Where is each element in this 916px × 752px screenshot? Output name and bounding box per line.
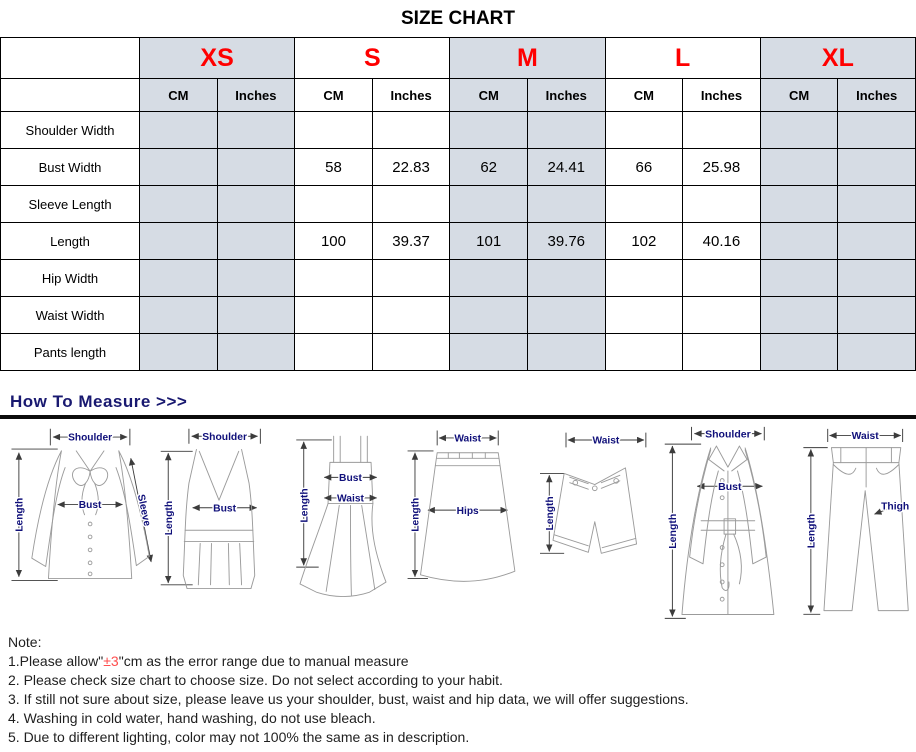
size-cell	[527, 186, 605, 223]
figure-blouse	[4, 425, 154, 610]
size-cell	[605, 186, 683, 223]
size-header-m: M	[450, 38, 605, 79]
unit-header-inches: Inches	[683, 79, 761, 112]
figure-pants	[794, 425, 912, 622]
size-cell	[760, 334, 838, 371]
note-line-1	[8, 652, 916, 671]
figure-skirt	[402, 425, 526, 610]
note-1-error-range: ±3	[103, 653, 119, 669]
size-cell	[527, 334, 605, 371]
size-cell	[605, 297, 683, 334]
table-row	[1, 223, 916, 260]
size-cell: 40.16	[683, 223, 761, 260]
corner-cell	[1, 38, 140, 79]
size-cell	[605, 112, 683, 149]
size-cell: 66	[605, 149, 683, 186]
table-row	[1, 297, 916, 334]
note-line-5: 5. Due to different lighting, color may not 100% the same as in description.	[8, 729, 470, 745]
size-cell	[295, 260, 373, 297]
how-to-measure-heading: How To Measure >>>	[10, 392, 188, 411]
row-label: Shoulder Width	[1, 112, 140, 149]
size-cell: 58	[295, 149, 373, 186]
size-cell	[140, 186, 218, 223]
measure-label-length: Length	[410, 497, 422, 532]
size-cell	[140, 223, 218, 260]
unit-header-inches: Inches	[217, 79, 295, 112]
size-cell	[372, 260, 450, 297]
size-cell	[450, 112, 528, 149]
row-label: Bust Width	[1, 149, 140, 186]
size-cell	[527, 112, 605, 149]
measure-label-length: Length	[666, 513, 679, 549]
button-dots	[720, 479, 724, 602]
unit-header-cm: CM	[295, 79, 373, 112]
size-cell	[683, 297, 761, 334]
unit-header-row	[1, 79, 916, 112]
size-cell	[760, 297, 838, 334]
note-line-3: 3. If still not sure about size, please leave us your shoulder, bust, waist and hip data, we will offer suggestions.	[8, 691, 689, 707]
size-cell	[140, 260, 218, 297]
size-cell	[683, 334, 761, 371]
size-cell	[760, 260, 838, 297]
row-label: Length	[1, 223, 140, 260]
size-cell: 62	[450, 149, 528, 186]
size-cell	[527, 260, 605, 297]
note-1-suffix: "cm as the error range due to manual measure	[118, 653, 409, 669]
size-header-xl: XL	[760, 38, 915, 79]
size-cell	[372, 186, 450, 223]
size-cell	[295, 334, 373, 371]
measure-label-waist: Waist	[592, 435, 620, 447]
measure-label-waist: Waist	[336, 493, 364, 505]
unit-header-cm: CM	[140, 79, 218, 112]
size-cell	[217, 260, 295, 297]
size-cell: 102	[605, 223, 683, 260]
notes-heading: Note:	[8, 634, 42, 650]
size-cell: 101	[450, 223, 528, 260]
size-cell	[140, 334, 218, 371]
figure-tank-top	[155, 425, 283, 613]
size-cell	[838, 334, 916, 371]
measure-label-length: Length	[164, 500, 176, 536]
size-cell	[295, 297, 373, 334]
measure-label-shoulder: Shoulder	[704, 428, 751, 441]
size-cell	[838, 260, 916, 297]
size-cell	[605, 260, 683, 297]
size-cell	[217, 112, 295, 149]
unit-header-cm: CM	[605, 79, 683, 112]
figure-coat	[659, 425, 793, 626]
notes-section	[0, 625, 916, 747]
size-cell: 39.37	[372, 223, 450, 260]
size-cell	[450, 186, 528, 223]
size-cell	[217, 223, 295, 260]
measure-figures	[0, 419, 916, 625]
size-cell: 24.41	[527, 149, 605, 186]
unit-header-cm: CM	[760, 79, 838, 112]
row-label: Hip Width	[1, 260, 140, 297]
measure-label-waist: Waist	[851, 431, 879, 443]
measure-label-length: Length	[14, 497, 26, 532]
row-label: Waist Width	[1, 297, 140, 334]
table-row	[1, 186, 916, 223]
measure-label-thigh: Thigh	[881, 501, 910, 513]
note-line-2: 2. Please check size chart to choose size. Do not select according to your habit.	[8, 672, 503, 688]
size-cell: 39.76	[527, 223, 605, 260]
size-cell	[450, 297, 528, 334]
size-cell	[295, 112, 373, 149]
measure-label-sleeve: Sleeve	[134, 493, 153, 528]
measure-label-length: Length	[545, 496, 557, 531]
corner-cell	[1, 79, 140, 112]
size-cell	[760, 186, 838, 223]
size-cell	[838, 186, 916, 223]
measure-label-shoulder: Shoulder	[202, 432, 248, 444]
note-line-4: 4. Washing in cold water, hand washing, do not use bleach.	[8, 710, 376, 726]
measure-label-bust: Bust	[213, 503, 237, 515]
row-label: Pants length	[1, 334, 140, 371]
size-cell: 25.98	[683, 149, 761, 186]
size-cell	[140, 112, 218, 149]
table-row	[1, 112, 916, 149]
size-cell	[140, 149, 218, 186]
size-cell	[760, 223, 838, 260]
figure-dress	[285, 425, 401, 612]
figure-shorts	[527, 425, 657, 611]
size-chart-table	[0, 37, 916, 371]
size-cell	[217, 334, 295, 371]
size-cell	[372, 112, 450, 149]
size-cell	[760, 149, 838, 186]
unit-header-inches: Inches	[372, 79, 450, 112]
unit-header-inches: Inches	[838, 79, 916, 112]
measure-label-shoulder: Shoulder	[68, 432, 113, 444]
size-cell	[372, 297, 450, 334]
size-cell	[295, 186, 373, 223]
size-cell	[838, 112, 916, 149]
note-1-prefix: 1.Please allow"	[8, 653, 104, 669]
measure-label-bust: Bust	[717, 481, 742, 494]
size-header-xs: XS	[140, 38, 295, 79]
size-cell	[605, 334, 683, 371]
size-cell	[838, 149, 916, 186]
measure-label-length: Length	[806, 513, 818, 549]
size-cell	[683, 260, 761, 297]
size-cell	[217, 297, 295, 334]
measure-label-bust: Bust	[338, 473, 362, 485]
size-header-row	[1, 38, 916, 79]
measure-label-waist: Waist	[454, 433, 482, 445]
size-cell	[527, 297, 605, 334]
size-cell	[838, 223, 916, 260]
table-row	[1, 260, 916, 297]
measure-label-bust: Bust	[78, 500, 102, 512]
measure-label-hips: Hips	[456, 505, 479, 517]
size-cell	[140, 297, 218, 334]
size-cell	[760, 112, 838, 149]
size-cell	[683, 186, 761, 223]
unit-header-inches: Inches	[527, 79, 605, 112]
table-row	[1, 149, 916, 186]
size-cell: 22.83	[372, 149, 450, 186]
size-cell	[217, 186, 295, 223]
size-cell	[372, 334, 450, 371]
size-header-l: L	[605, 38, 760, 79]
page-title: SIZE CHART	[401, 8, 515, 29]
unit-header-cm: CM	[450, 79, 528, 112]
size-cell	[217, 149, 295, 186]
table-row	[1, 334, 916, 371]
size-cell	[838, 297, 916, 334]
size-cell	[450, 260, 528, 297]
row-label: Sleeve Length	[1, 186, 140, 223]
size-cell	[683, 112, 761, 149]
measure-label-length: Length	[299, 488, 311, 523]
button-dots	[88, 522, 92, 576]
size-cell: 100	[295, 223, 373, 260]
size-header-s: S	[295, 38, 450, 79]
size-cell	[450, 334, 528, 371]
